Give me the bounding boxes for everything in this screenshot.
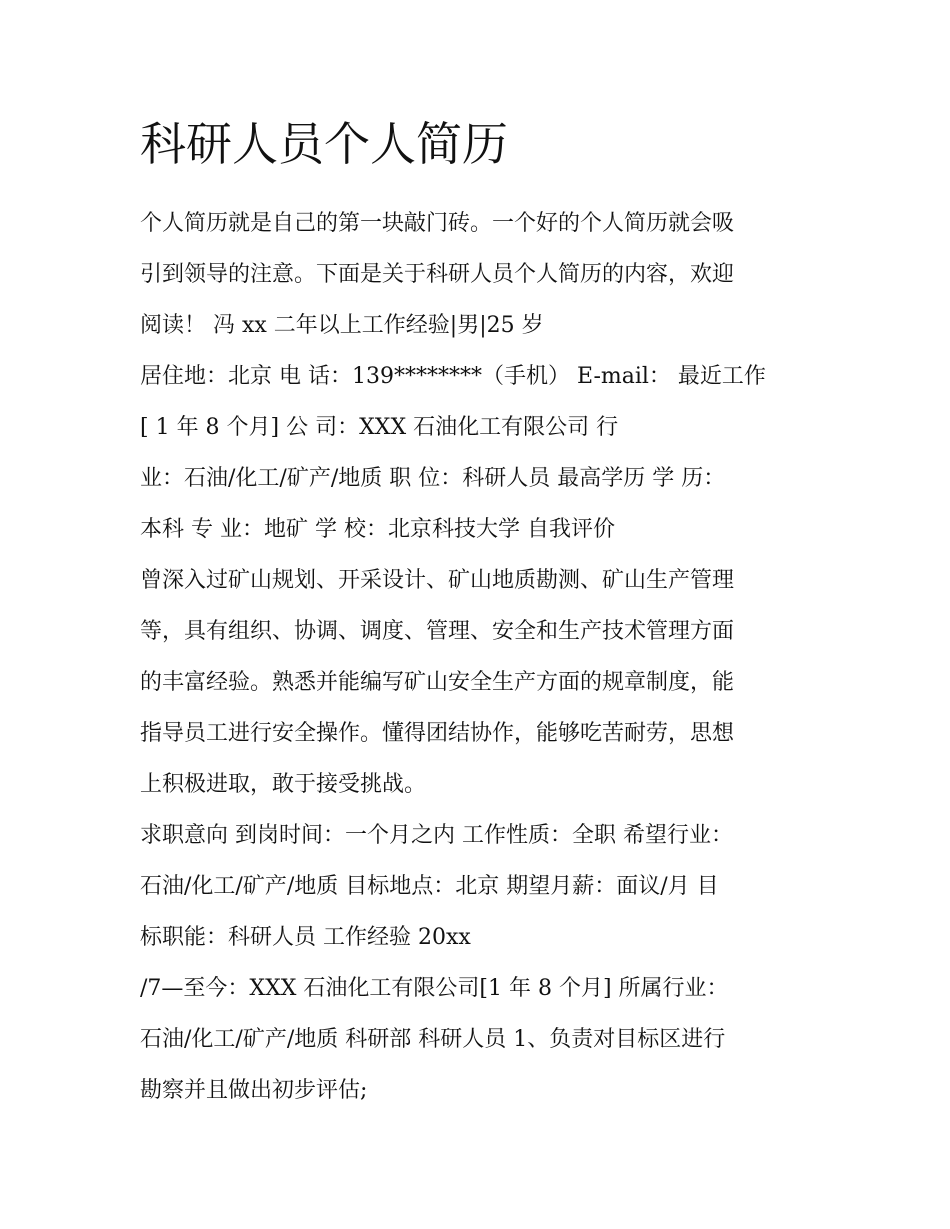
body-line: [ 1 年 8 个月] 公 司：XXX 石油化工有限公司 行: [140, 415, 619, 440]
body-line: 阅读！ 冯 xx 二年以上工作经验|男|25 岁: [140, 313, 544, 338]
body-line: 标职能：科研人员 工作经验 20xx: [140, 925, 471, 950]
document-title: 科研人员个人简历: [140, 117, 508, 171]
body-line: 引到领导的注意。下面是关于科研人员个人简历的内容，欢迎: [140, 262, 735, 287]
body-line: 勘察并且做出初步评估;: [140, 1078, 368, 1103]
document-body: [140, 198, 830, 1116]
body-line: /7—至今：XXX 石油化工有限公司[1 年 8 个月] 所属行业：: [140, 976, 729, 1001]
body-line: 求职意向 到岗时间：一个月之内 工作性质：全职 希望行业：: [140, 823, 733, 848]
body-line: 居住地：北京 电 话：139********（手机） E-mail： 最近工作: [140, 364, 766, 389]
body-line: 石油/化工/矿产/地质 目标地点：北京 期望月薪：面议/月 目: [140, 874, 719, 899]
body-line: 等，具有组织、协调、调度、管理、安全和生产技术管理方面: [140, 619, 735, 644]
body-line: 个人简历就是自己的第一块敲门砖。一个好的个人简历就会吸: [140, 211, 735, 236]
body-line: 业：石油/化工/矿产/地质 职 位：科研人员 最高学历 学 历：: [140, 466, 726, 491]
body-line: 上积极进取，敢于接受挑战。: [140, 772, 427, 797]
body-line: 曾深入过矿山规划、开采设计、矿山地质勘测、矿山生产管理: [140, 568, 735, 593]
body-line: 石油/化工/矿产/地质 科研部 科研人员 1、负责对目标区进行: [140, 1027, 726, 1052]
body-line: 的丰富经验。熟悉并能编写矿山安全生产方面的规章制度，能: [140, 670, 735, 695]
body-line: 指导员工进行安全操作。懂得团结协作，能够吃苦耐劳，思想: [140, 721, 735, 746]
body-line: 本科 专 业：地矿 学 校：北京科技大学 自我评价: [140, 517, 615, 542]
